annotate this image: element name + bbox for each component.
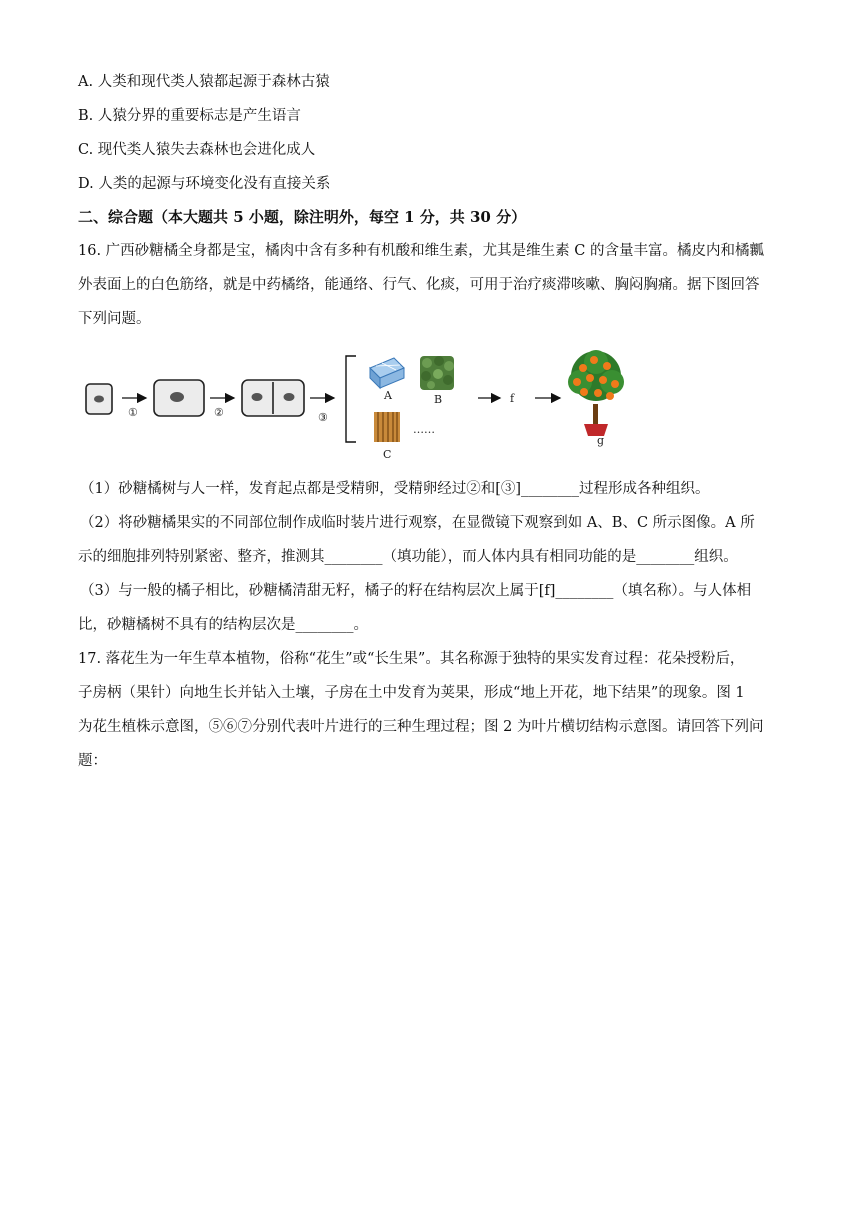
q17-stem-line2: 子房柄（果针）向地生长并钻入土壤，子房在土中发育为荚果，形成“地上开花，地下结果”的现象。图 1 <box>78 685 745 701</box>
step-1-label: ① <box>128 406 138 419</box>
tissue-bracket <box>346 356 356 442</box>
divided-cells <box>242 380 304 416</box>
q16-part3-line2: 比，砂糖橘树不具有的结构层次是________。 <box>78 617 368 633</box>
single-cell <box>86 384 112 414</box>
q16-part2-line1: （2）将砂糖橘果实的不同部位制作成临时装片进行观察，在显微镜下观察到如 A、B、C 所示图像。A 所 <box>80 515 755 531</box>
tissue-b-label: B <box>434 393 443 406</box>
q16-stem-line1: 16. 广西砂糖橘全身都是宝，橘肉中含有多种有机酸和维生素，尤其是维生素 C 的含量丰富。橘皮内和橘瓤 <box>78 243 764 259</box>
q17-stem-line4: 题： <box>78 753 107 769</box>
ellipsis-label: …… <box>413 423 435 436</box>
grown-cell <box>154 380 204 416</box>
q17-stem-line1: 17. 落花生为一年生草本植物，俗称“花生”或“长生果”。其名称源于独特的果实发育过程：花朵授粉后， <box>78 651 745 667</box>
q17-stem-line3: 为花生植株示意图，⑤⑥⑦分别代表叶片进行的三种生理过程；图 2 为叶片横切结构示意图。请回答下列问 <box>78 719 764 735</box>
option-b: B. 人猿分界的重要标志是产生语言 <box>78 108 301 124</box>
section-heading: 二、综合题（本大题共 5 小题，除注明外，每空 1 分，共 30 分） <box>78 208 527 226</box>
q16-part3-line1: （3）与一般的橘子相比，砂糖橘清甜无籽，橘子的籽在结构层次上属于[f]________（填名称）。与人体相 <box>80 583 752 599</box>
tissue-c-image <box>374 412 400 442</box>
option-d: D. 人类的起源与环境变化没有直接关系 <box>78 176 331 192</box>
tissue-a-image <box>370 358 404 388</box>
option-a: A. 人类和现代类人猿都起源于森林古猿 <box>78 74 330 90</box>
orange-tree-image <box>568 350 624 436</box>
organism-g-label: g <box>597 434 605 447</box>
step-3-label: ③ <box>318 411 328 424</box>
development-diagram <box>80 346 680 466</box>
step-2-label: ② <box>214 406 224 419</box>
tissue-c-label: C <box>383 448 392 461</box>
q16-part1: （1）砂糖橘树与人一样，发育起点都是受精卵，受精卵经过②和[③]________过程形成各种组织。 <box>80 481 710 497</box>
option-c: C. 现代类人猿失去森林也会进化成人 <box>78 142 316 158</box>
q16-stem-line3: 下列问题。 <box>78 311 151 327</box>
q16-stem-line2: 外表面上的白色筋络，就是中药橘络，能通络、行气、化痰，可用于治疗痰滞咳嗽、胸闷胸痛。据下图回答 <box>78 277 760 293</box>
tissue-a-label: A <box>384 389 392 402</box>
q16-part2-line2: 示的细胞排列特别紧密、整齐，推测其________（填功能），而人体内具有相同功能的是________组织。 <box>78 549 738 565</box>
organ-f-label: f <box>510 392 515 405</box>
tissue-b-image <box>420 356 454 390</box>
